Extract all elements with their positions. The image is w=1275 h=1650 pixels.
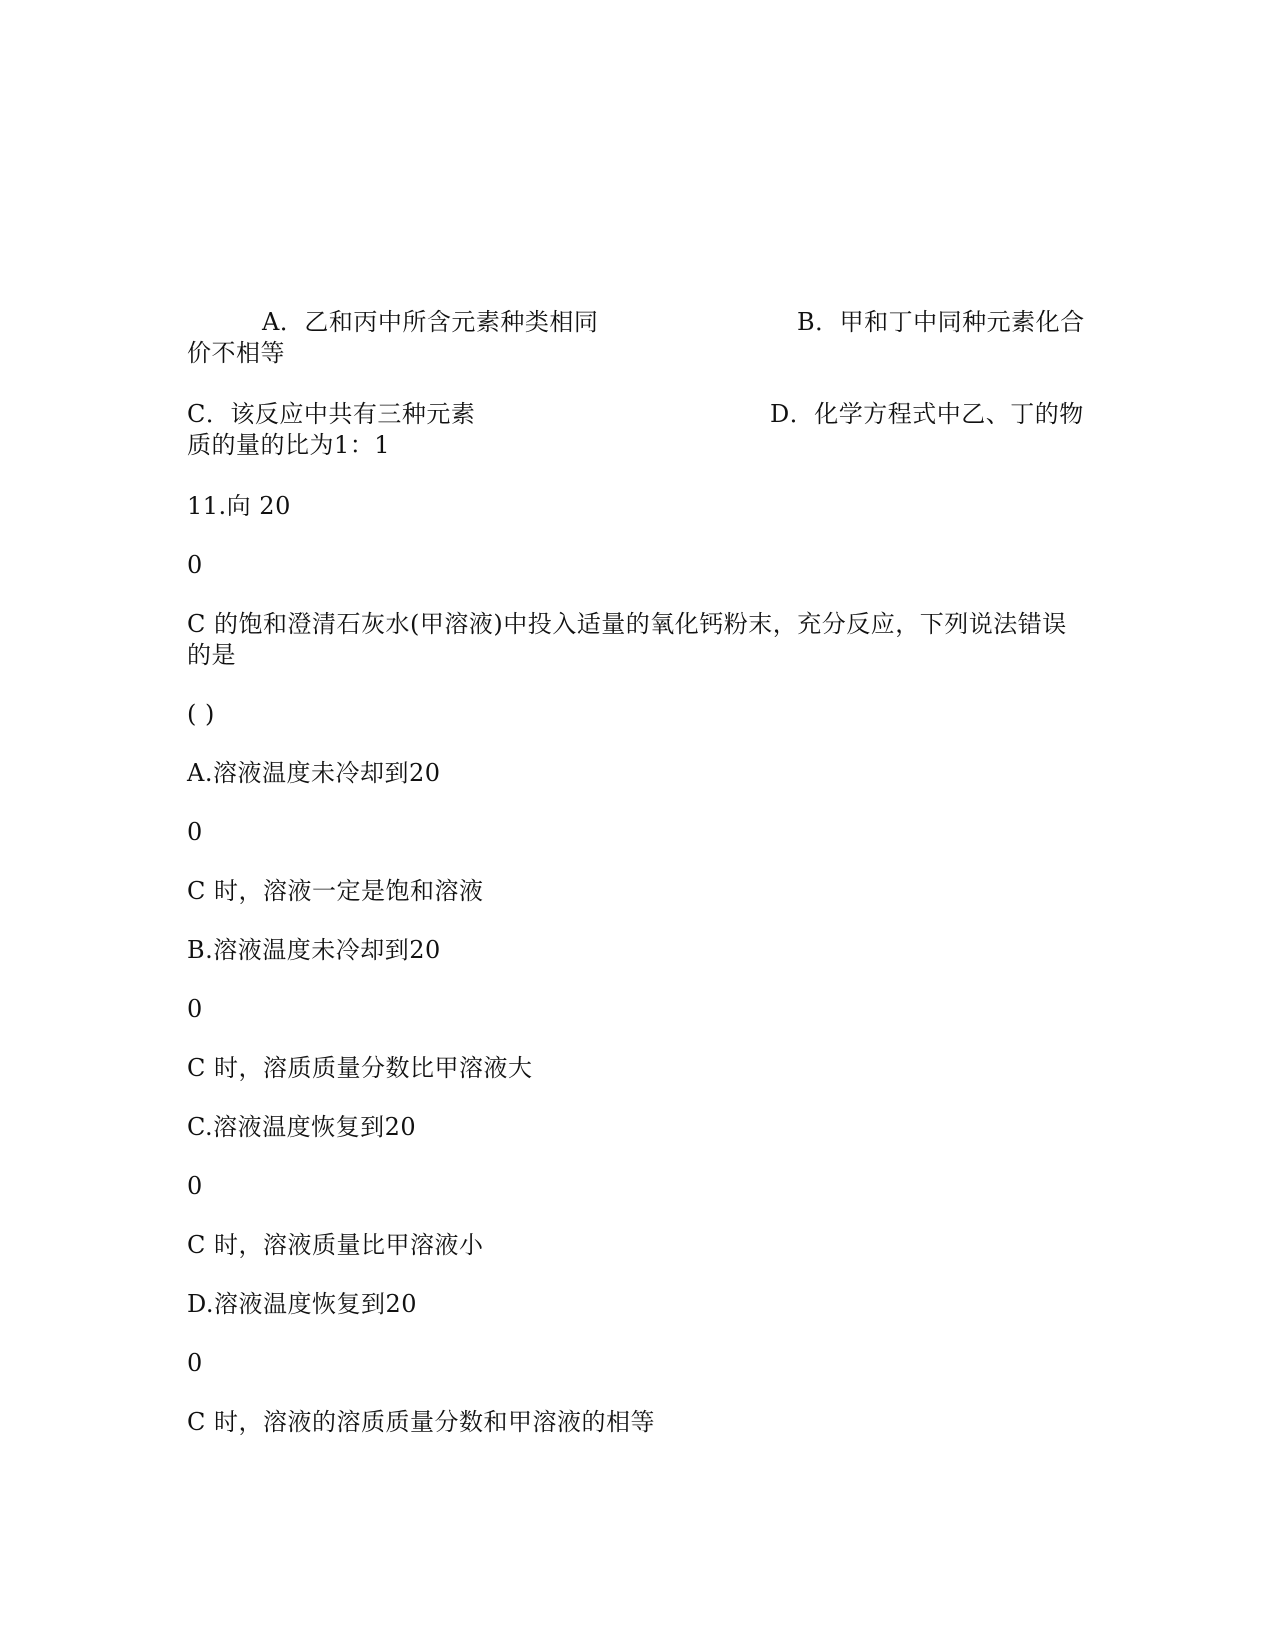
q11-option-d-line2: C 时，溶液的溶质质量分数和甲溶液的相等 xyxy=(187,1408,655,1436)
q11-stem-line1: 11.向 20 xyxy=(187,492,291,520)
q10-option-d-part2: 质的量的比为1：1 xyxy=(187,431,391,459)
q10-option-d-part1: D．化学方程式中乙、丁的物 xyxy=(770,400,1084,428)
q11-option-b-line1: B.溶液温度未冷却到20 xyxy=(187,936,441,964)
q10-option-a: A．乙和丙中所含元素种类相同 xyxy=(262,308,599,336)
q11-option-a-line2: C 时，溶液一定是饱和溶液 xyxy=(187,877,484,905)
q11-option-d-line1: D.溶液温度恢复到20 xyxy=(187,1290,418,1318)
q11-option-a-degree: 0 xyxy=(187,818,203,846)
q11-answer-paren: ( ) xyxy=(187,700,215,728)
q10-option-b-part2: 价不相等 xyxy=(187,339,285,367)
q11-option-a-line1: A.溶液温度未冷却到20 xyxy=(187,759,441,787)
q11-stem-degree: 0 xyxy=(187,551,203,579)
q10-option-b-part1: B．甲和丁中同种元素化合 xyxy=(797,308,1085,336)
q11-option-c-line1: C.溶液温度恢复到20 xyxy=(187,1113,417,1141)
q11-option-b-line2: C 时，溶质质量分数比甲溶液大 xyxy=(187,1054,533,1082)
q11-stem-line2b: 的是 xyxy=(187,641,236,669)
q11-option-c-line2: C 时，溶液质量比甲溶液小 xyxy=(187,1231,484,1259)
q11-option-d-degree: 0 xyxy=(187,1349,203,1377)
q11-option-b-degree: 0 xyxy=(187,995,203,1023)
q10-option-c: C．该反应中共有三种元素 xyxy=(187,400,476,428)
q11-option-c-degree: 0 xyxy=(187,1172,203,1200)
q11-stem-line2a: C 的饱和澄清石灰水(甲溶液)中投入适量的氧化钙粉末，充分反应，下列说法错误 xyxy=(187,610,1067,638)
